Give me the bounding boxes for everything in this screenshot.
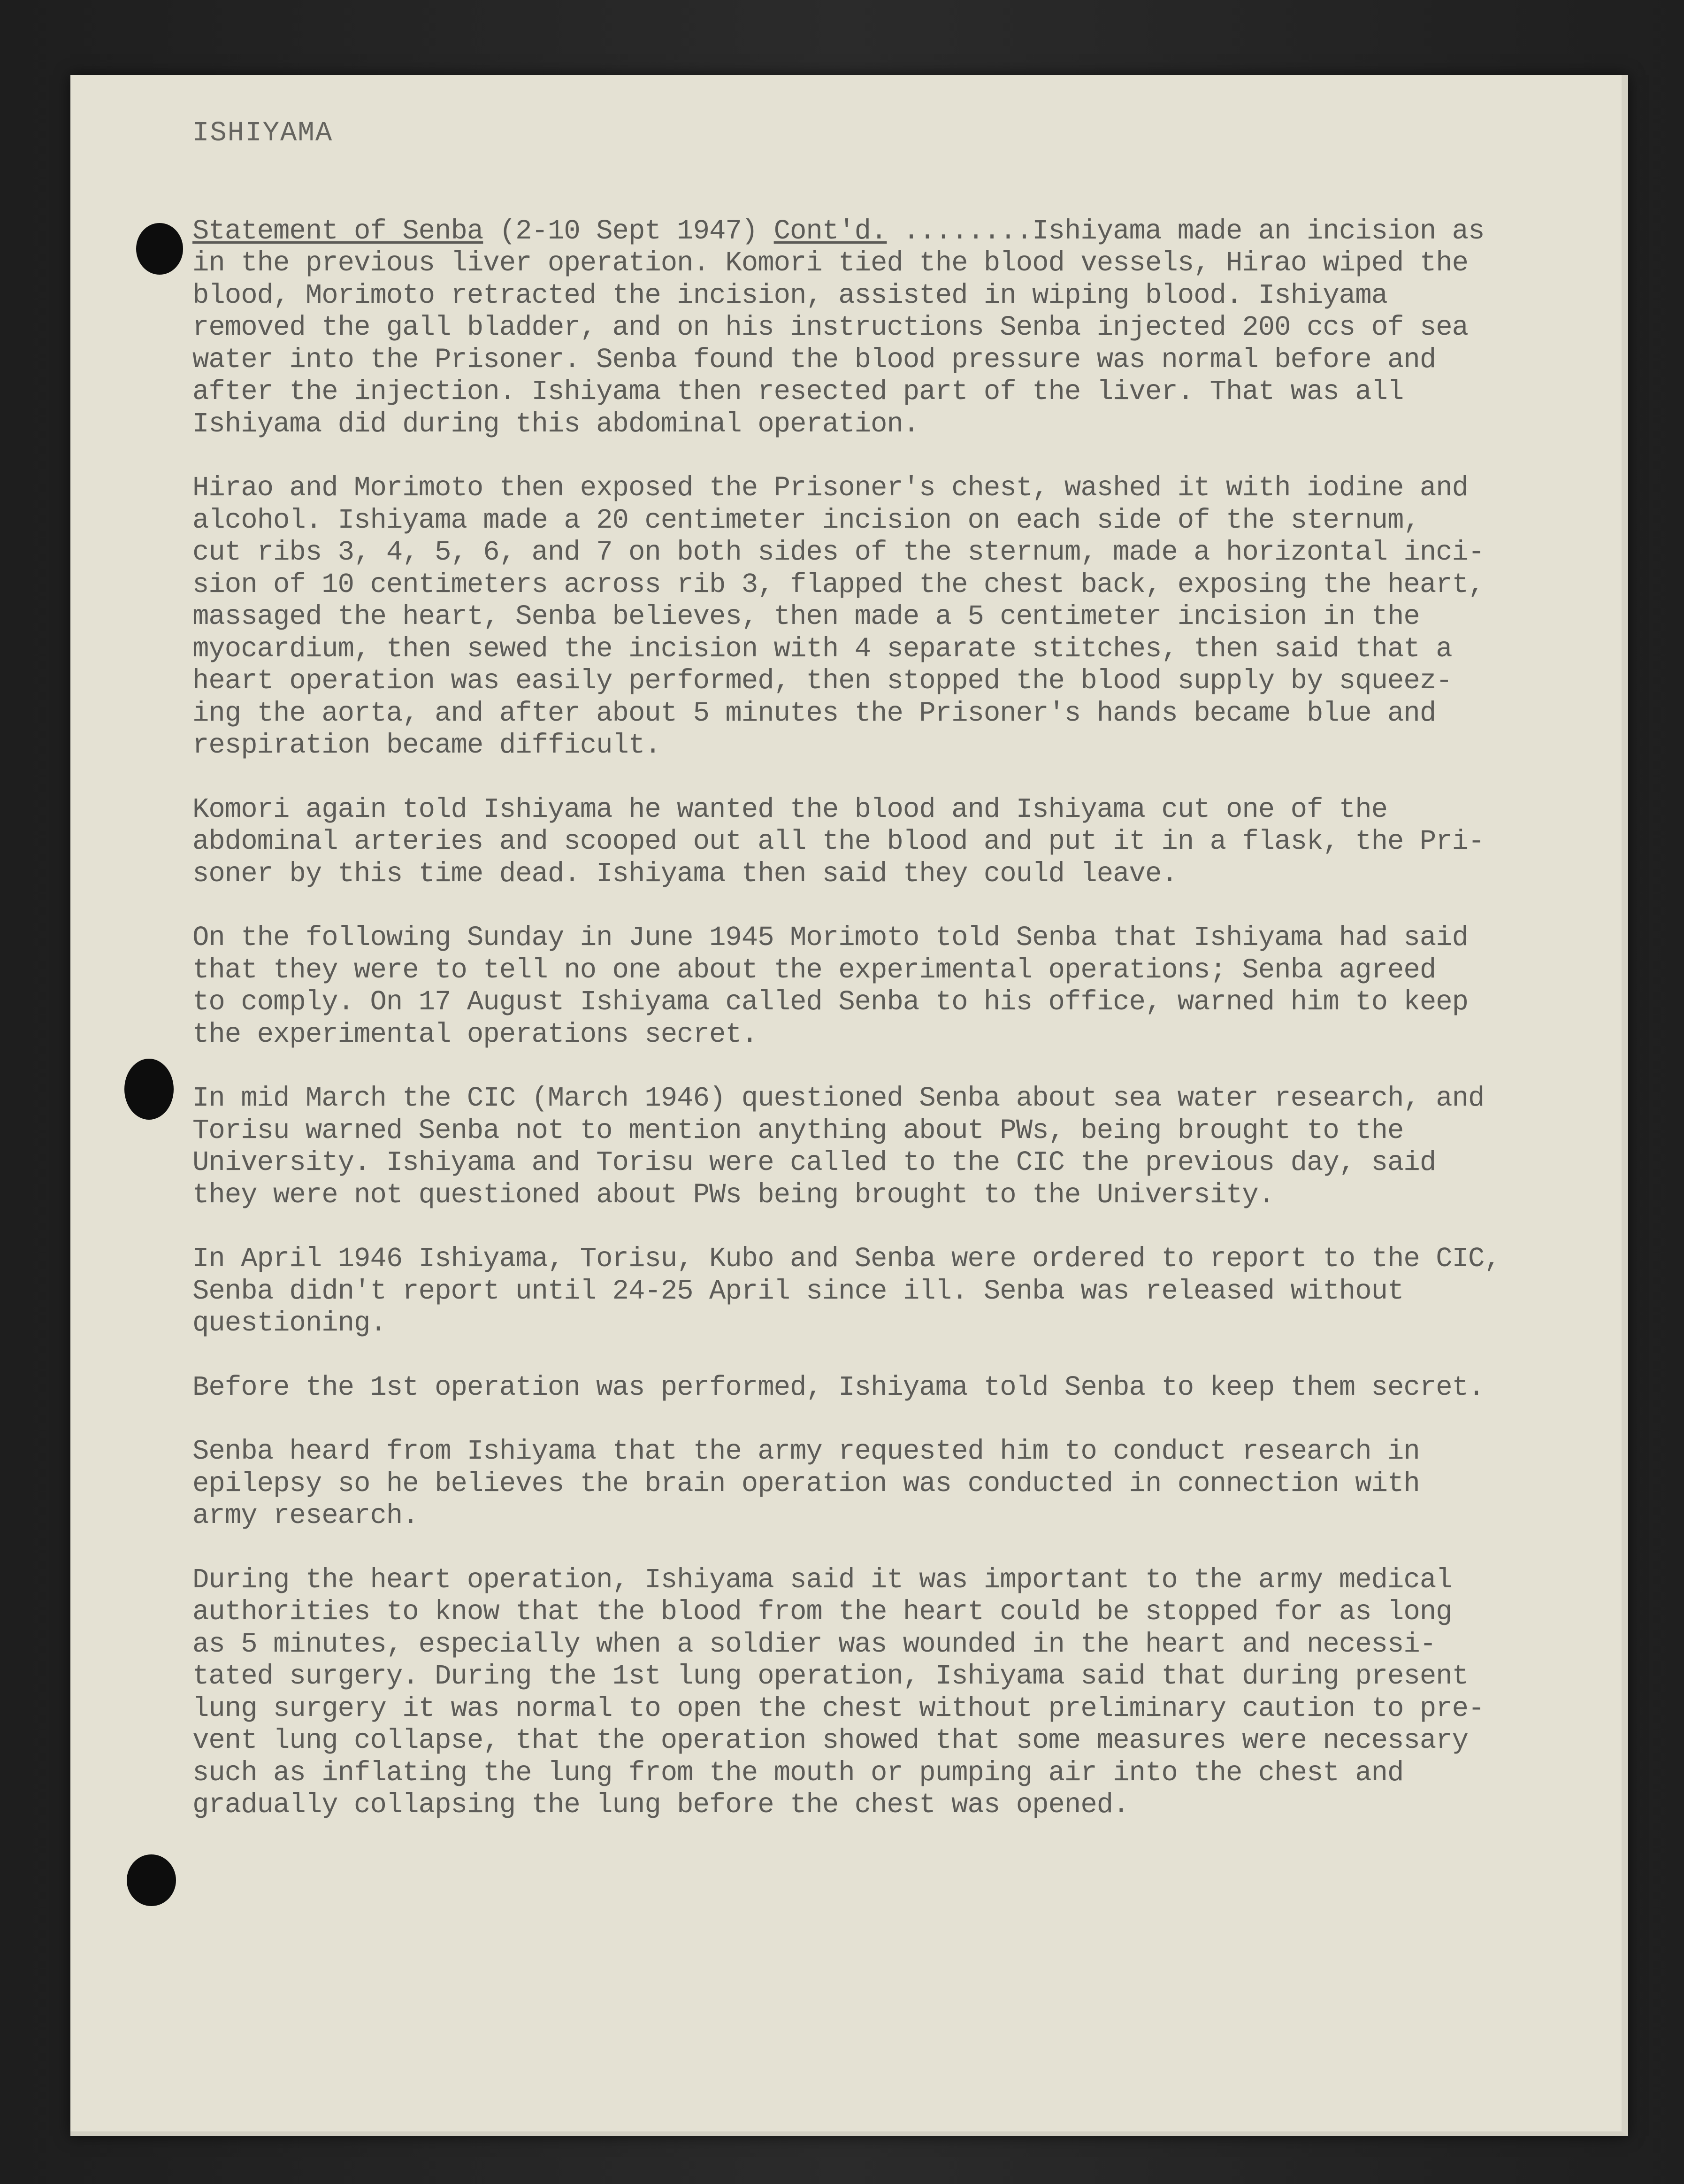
- text-line: after the injection. Ishiyama then resected part of the liver. That was all: [192, 376, 1404, 408]
- paragraph-8: [192, 1436, 1554, 1532]
- punch-hole-top: [136, 223, 183, 275]
- text-line: vent lung collapse, that the operation showed that some measures were necessary: [192, 1725, 1469, 1756]
- text-line: in the previous liver operation. Komori tied the blood vessels, Hirao wiped the: [192, 247, 1469, 279]
- punch-hole-middle: [124, 1059, 174, 1120]
- paragraph-5: [192, 1083, 1554, 1211]
- text-line: massaged the heart, Senba believes, then made a 5 centimeter incision in the: [192, 601, 1420, 632]
- text-line: Senba didn't report until 24-25 April since ill. Senba was released without: [192, 1275, 1404, 1307]
- statement-title: Statement of Senba: [192, 215, 483, 247]
- text-line: Torisu warned Senba not to mention anything about PWs, being brought to the: [192, 1115, 1404, 1146]
- paragraph-1-lead-line: [192, 215, 1554, 248]
- text-line: cut ribs 3, 4, 5, 6, and 7 on both sides of the sternum, made a horizontal inci-: [192, 537, 1485, 568]
- text-line: myocardium, then sewed the incision with 4 separate stitches, then said that a: [192, 633, 1452, 665]
- text-line: such as inflating the lung from the mouth or pumping air into the chest and: [192, 1757, 1404, 1789]
- text-line: respiration became difficult.: [192, 730, 661, 761]
- text-line: heart operation was easily performed, then stopped the blood supply by squeez-: [192, 665, 1452, 697]
- text-line: questioning.: [192, 1307, 386, 1339]
- paragraph-9: [192, 1564, 1554, 1822]
- text-line: During the heart operation, Ishiyama said it was important to the army medical: [192, 1564, 1452, 1596]
- text-line: authorities to know that the blood from the heart could be stopped for as long: [192, 1596, 1452, 1628]
- text-line: removed the gall bladder, and on his instructions Senba injected 200 ccs of sea: [192, 312, 1469, 343]
- running-header: ISHIYAMA: [192, 117, 333, 149]
- text-line: alcohol. Ishiyama made a 20 centimeter incision on each side of the sternum,: [192, 504, 1420, 536]
- text-line: to comply. On 17 August Ishiyama called Senba to his office, warned him to keep: [192, 986, 1469, 1018]
- text-line: epilepsy so he believes the brain operation was conducted in connection with: [192, 1468, 1420, 1500]
- text-line: blood, Morimoto retracted the incision, assisted in wiping blood. Ishiyama: [192, 279, 1388, 311]
- text-line: soner by this time dead. Ishiyama then said they could leave.: [192, 858, 1178, 890]
- text-line: tated surgery. During the 1st lung operation, Ishiyama said that during present: [192, 1661, 1469, 1692]
- continued-label: Cont'd.: [773, 215, 887, 247]
- text-line: the experimental operations secret.: [192, 1018, 758, 1050]
- text-line: that they were to tell no one about the experimental operations; Senba agreed: [192, 954, 1436, 986]
- paragraph-2: [192, 472, 1554, 762]
- text-line: abdominal arteries and scooped out all the blood and put it in a flask, the Pri-: [192, 826, 1485, 857]
- text-line: lung surgery it was normal to open the chest without preliminary caution to pre-: [192, 1692, 1485, 1724]
- paragraph-1: [192, 215, 1554, 441]
- text-line: In mid March the CIC (March 1946) questioned Senba about sea water research, and: [192, 1083, 1485, 1114]
- paragraph-7: [192, 1372, 1554, 1404]
- paragraph-1-lead-rest: ........Ishiyama made an incision as: [887, 215, 1485, 247]
- text-line: Before the 1st operation was performed, Ishiyama told Senba to keep them secret.: [192, 1371, 1485, 1403]
- statement-date: (2-10 Sept 1947): [483, 215, 774, 247]
- text-line: Senba heard from Ishiyama that the army requested him to conduct research in: [192, 1436, 1420, 1467]
- text-line: University. Ishiyama and Torisu were called to the CIC the previous day, said: [192, 1147, 1436, 1178]
- text-line: ing the aorta, and after about 5 minutes the Prisoner's hands became blue and: [192, 697, 1436, 729]
- text-line: sion of 10 centimeters across rib 3, flapped the chest back, exposing the heart,: [192, 569, 1485, 600]
- text-line: as 5 minutes, especially when a soldier was wounded in the heart and necessi-: [192, 1628, 1436, 1660]
- text-line: In April 1946 Ishiyama, Torisu, Kubo and Senba were ordered to report to the CIC,: [192, 1243, 1500, 1275]
- document-body: [192, 117, 1554, 1853]
- text-line: Ishiyama did during this abdominal operation.: [192, 408, 919, 440]
- paragraph-3: [192, 794, 1554, 891]
- text-line: On the following Sunday in June 1945 Morimoto told Senba that Ishiyama had said: [192, 922, 1469, 954]
- punch-hole-bottom: [127, 1854, 176, 1906]
- text-line: water into the Prisoner. Senba found the blood pressure was normal before and: [192, 344, 1436, 376]
- paragraph-6: [192, 1243, 1554, 1340]
- text-line: Hirao and Morimoto then exposed the Prisoner's chest, washed it with iodine and: [192, 472, 1469, 504]
- text-line: Komori again told Ishiyama he wanted the blood and Ishiyama cut one of the: [192, 793, 1388, 825]
- text-line: gradually collapsing the lung before the chest was opened.: [192, 1789, 1129, 1821]
- text-line: army research.: [192, 1500, 419, 1531]
- paragraph-4: [192, 922, 1554, 1051]
- text-line: they were not questioned about PWs being brought to the University.: [192, 1179, 1275, 1211]
